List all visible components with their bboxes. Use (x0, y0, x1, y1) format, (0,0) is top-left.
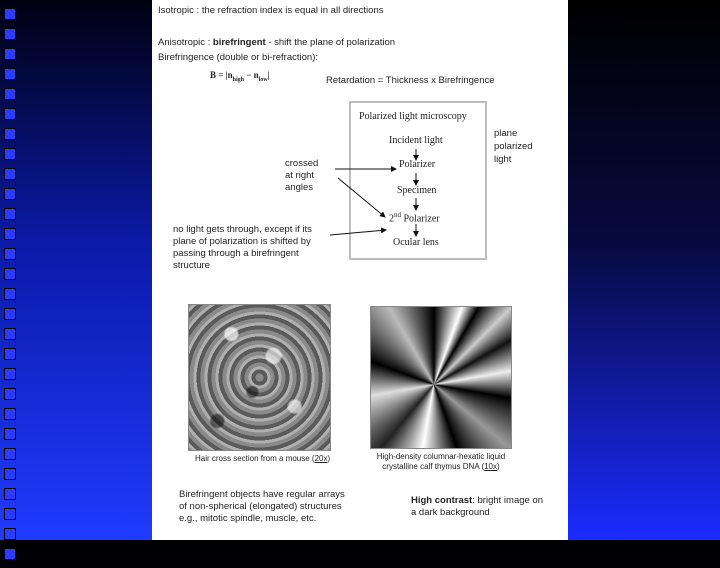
note-text: : bright image on (472, 495, 543, 506)
caption-magnification: 20x (314, 454, 328, 463)
label-line: crossed (285, 158, 319, 169)
left-blue-strip (0, 0, 152, 540)
caption-text: Hair cross section from a mouse ( (195, 454, 315, 463)
birefringent-word: birefringent (212, 37, 266, 48)
step-ocular-lens: Ocular lens (393, 237, 439, 248)
isotropic-line: Isotropic : the refraction index is equal in all directions (158, 5, 384, 16)
formula-sub-high: high (232, 76, 244, 83)
note-line: e.g., mitotic spindle, muscle, etc. (179, 513, 317, 524)
note-line: plane of polarization is shifted by (173, 236, 311, 247)
note-line: passing through a birefringent (173, 248, 299, 259)
formula-sub-low: low (258, 76, 268, 83)
plane-polarized-label (494, 127, 533, 166)
diagram-title: Polarized light microscopy (359, 111, 467, 122)
right-blue-strip (568, 0, 720, 540)
second-sup: nd (394, 211, 401, 219)
label-line: light (494, 154, 512, 165)
label-line: polarized (494, 141, 533, 152)
hair-cross-section-image (188, 304, 331, 451)
dna-caption (374, 452, 508, 472)
step-specimen: Specimen (397, 185, 437, 196)
caption-line (374, 462, 508, 472)
caption-line: High-density columnar-hexatic liquid (376, 452, 506, 461)
note-line: Birefringent objects have regular arrays (179, 489, 345, 500)
step-polarizer: Polarizer (399, 159, 436, 170)
caption-magnification: 10x (484, 462, 498, 471)
hair-caption (195, 454, 330, 463)
note-line: a dark background (411, 507, 490, 518)
birefringence-line: Birefringence (double or bi-refraction): (158, 52, 318, 63)
caption-text: crystalline calf thymus DNA ( (382, 462, 485, 471)
label-line: plane (494, 128, 518, 139)
formula-part: B = |n (210, 70, 233, 80)
note-line: of non-spherical (elongated) structures (179, 501, 342, 512)
no-light-note (173, 224, 312, 272)
high-contrast-note (411, 495, 543, 519)
formula-end: | (267, 70, 270, 80)
caption-text: ) (497, 462, 500, 471)
slide-page (152, 0, 568, 540)
second-num: 2 (389, 213, 394, 225)
anisotropic-label: Anisotropic : (158, 37, 213, 48)
decorative-squares (4, 8, 18, 568)
formula-minus: − n (243, 70, 259, 80)
crossed-label (285, 158, 318, 194)
high-contrast-bold: High contrast (411, 495, 473, 506)
anisotropic-desc: - shift the plane of polarization (265, 37, 396, 48)
retardation-line: Retardation = Thickness x Birefringence (326, 75, 495, 86)
note-line (411, 495, 543, 507)
label-line: angles (285, 182, 313, 193)
second-polarizer-label: Polarizer (403, 213, 440, 225)
caption-text: ) (327, 454, 331, 463)
step-incident-light: Incident light (389, 135, 443, 146)
birefringent-objects-note (179, 489, 345, 525)
note-line: no light gets through, except if its (173, 224, 312, 235)
dna-crystal-image (370, 306, 512, 449)
label-line: at right (285, 170, 315, 181)
note-line: structure (173, 260, 210, 271)
